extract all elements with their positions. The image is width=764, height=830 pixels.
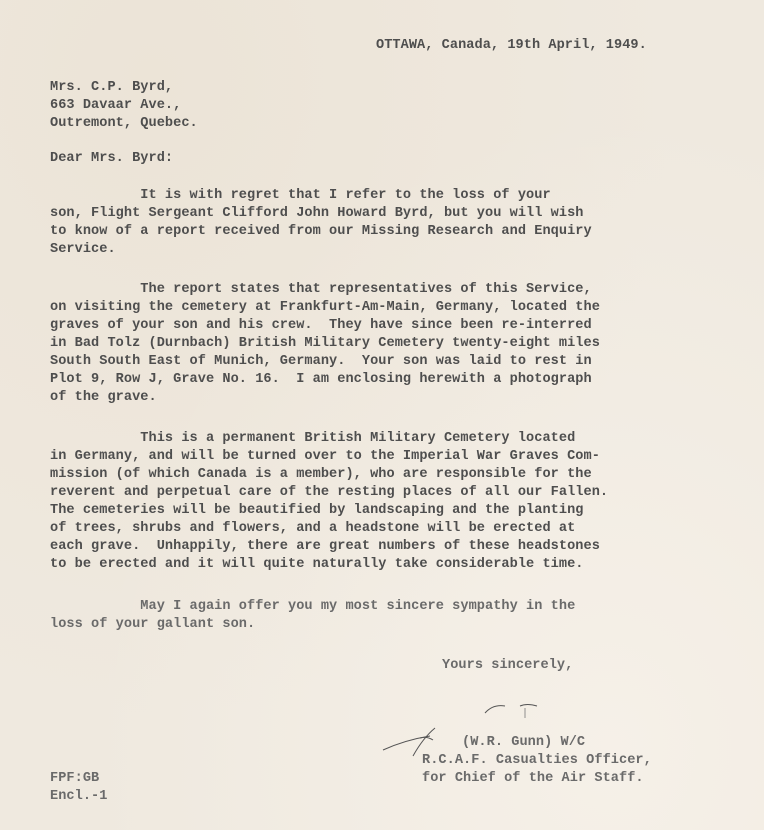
paragraph-3-line-1: This is a permanent British Military Cemetery located: [50, 431, 576, 446]
paragraph-3-line-4: reverent and perpetual care of the resting places of all our Fallen.: [50, 485, 609, 500]
closing: Yours sincerely,: [442, 658, 574, 673]
paragraph-2-line-5: South South East of Munich, Germany. Your son was laid to rest in: [50, 354, 592, 369]
recipient-name: Mrs. C.P. Byrd,: [50, 80, 174, 95]
paragraph-3-line-3: mission (of which Canada is a member), who are responsible for the: [50, 467, 592, 482]
enclosure-note: Encl.-1: [50, 789, 108, 804]
paragraph-3-line-6: of trees, shrubs and flowers, and a headstone will be erected at: [50, 521, 576, 536]
signatory-for: for Chief of the Air Staff.: [422, 771, 644, 786]
signatory-name: (W.R. Gunn) W/C: [462, 735, 586, 750]
paragraph-2-line-3: graves of your son and his crew. They have since been re-interred: [50, 318, 592, 333]
recipient-city: Outremont, Quebec.: [50, 116, 198, 131]
paragraph-1-line-4: Service.: [50, 242, 116, 257]
signatory-title: R.C.A.F. Casualties Officer,: [422, 753, 652, 768]
salutation: Dear Mrs. Byrd:: [50, 151, 174, 166]
paragraph-1-line-2: son, Flight Sergeant Clifford John Howard Byrd, but you will wish: [50, 206, 584, 221]
paragraph-2-line-2: on visiting the cemetery at Frankfurt-Am-Main, Germany, located the: [50, 300, 600, 315]
paragraph-3-line-2: in Germany, and will be turned over to the Imperial War Graves Com-: [50, 449, 600, 464]
paragraph-3-line-7: each grave. Unhappily, there are great numbers of these headstones: [50, 539, 600, 554]
paragraph-4-line-1: May I again offer you my most sincere sympathy in the: [50, 599, 576, 614]
paragraph-4-line-2: loss of your gallant son.: [50, 617, 256, 632]
paragraph-1-line-3: to know of a report received from our Missing Research and Enquiry: [50, 224, 592, 239]
paragraph-3-line-5: The cemeteries will be beautified by landscaping and the planting: [50, 503, 584, 518]
paragraph-3-line-8: to be erected and it will quite naturally take considerable time.: [50, 557, 584, 572]
paragraph-2-line-7: of the grave.: [50, 390, 157, 405]
paragraph-2-line-6: Plot 9, Row J, Grave No. 16. I am enclosing herewith a photograph: [50, 372, 592, 387]
dateline: OTTAWA, Canada, 19th April, 1949.: [376, 38, 647, 53]
reference-initials: FPF:GB: [50, 771, 100, 786]
paragraph-2-line-4: in Bad Tolz (Durnbach) British Military Cemetery twenty-eight miles: [50, 336, 600, 351]
recipient-street: 663 Davaar Ave.,: [50, 98, 182, 113]
paragraph-2-line-1: The report states that representatives of this Service,: [50, 282, 592, 297]
paragraph-1-line-1: It is with regret that I refer to the loss of your: [50, 188, 551, 203]
